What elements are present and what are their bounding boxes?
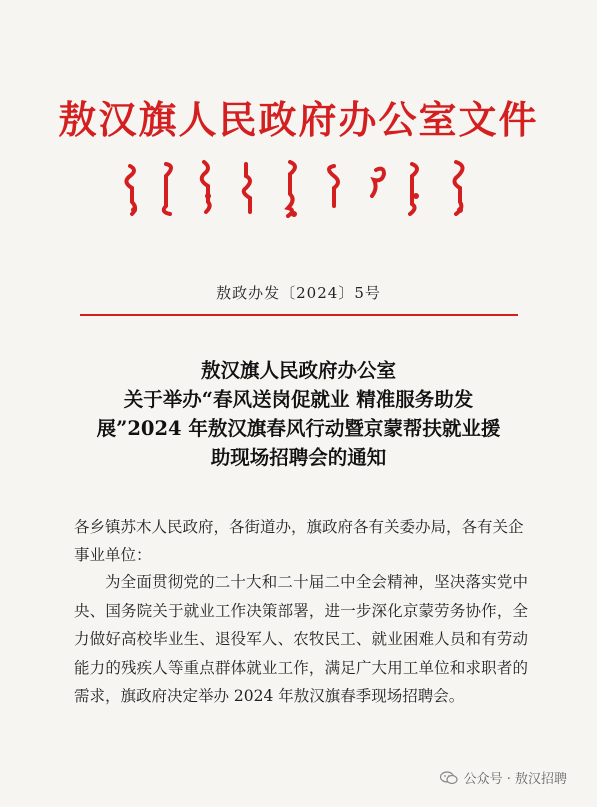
red-divider-line	[80, 314, 518, 316]
wechat-icon	[440, 771, 458, 785]
notice-title-line: 敖汉旗人民政府办公室	[200, 359, 396, 382]
watermark-text: 公众号 · 敖汉招聘	[463, 772, 567, 787]
addressee: 各乡镇苏木人民政府，各街道办，旗政府各有关委办局，各有关企事业单位：	[74, 518, 524, 564]
watermark	[440, 768, 567, 787]
notice-title-line: 关于举办“春风送岗促就业 精准服务助发	[123, 388, 474, 411]
mongolian-script-title	[0, 156, 597, 220]
notice-title	[70, 356, 527, 472]
issuing-office-title: 敖汉旗人民政府办公室文件	[58, 97, 539, 142]
body-paragraph: 为全面贯彻党的二十大和二十届二中全会精神，坚决落实党中央、国务院关于就业工作决策部署，进一步深化京蒙劳务协作，全力做好高校毕业生、退役军人、农牧民工、就业困难人员和有劳动能力的残疾人等重点群体就业工作，满足广大用工单位和求职者的需求，旗政府决定举办 2024 年敖汉旗春季现场招聘会。	[74, 573, 528, 705]
notice-title-line: 展”2024 年敖汉旗春风行动暨京蒙帮扶就业援	[96, 417, 501, 440]
notice-title-line: 助现场招聘会的通知	[210, 446, 387, 469]
document-number: 敖政办发〔2024〕5号	[216, 284, 381, 302]
